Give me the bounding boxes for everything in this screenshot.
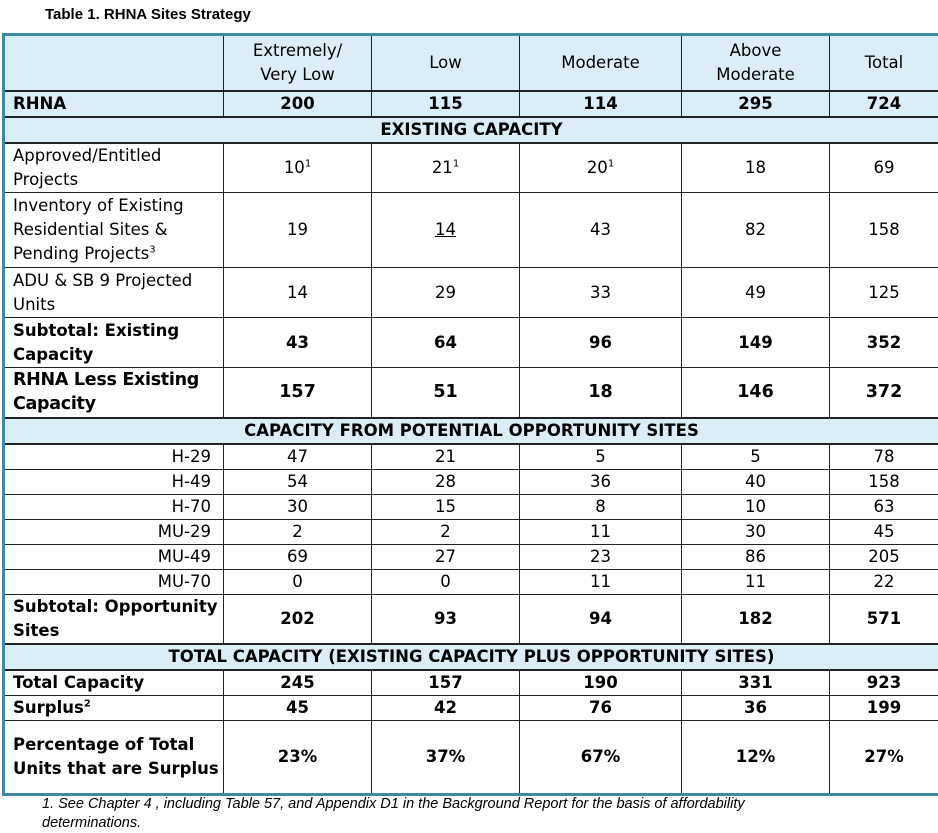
value-text: 125	[868, 283, 900, 302]
value-cell	[224, 143, 372, 193]
value-cell	[682, 469, 830, 494]
value-text: 5	[595, 447, 606, 466]
value-cell	[830, 469, 938, 494]
value-text: 158	[868, 220, 900, 239]
value-text: 23	[590, 547, 611, 566]
value-cell	[830, 544, 938, 569]
value-text: 67%	[581, 747, 621, 766]
value-text: 12%	[736, 747, 776, 766]
value-text: 54	[287, 472, 308, 491]
value-text: 27%	[864, 747, 904, 766]
value-cell	[224, 268, 372, 318]
total-capacity-row	[4, 670, 938, 696]
value-cell	[682, 91, 830, 117]
value-text: 182	[738, 609, 772, 628]
value-cell	[520, 193, 682, 268]
value-text: 11	[590, 522, 611, 541]
value-text: 15	[435, 497, 456, 516]
opportunity-row	[4, 469, 938, 494]
value-text: 205	[868, 547, 900, 566]
value-cell	[830, 670, 938, 696]
value-cell	[520, 268, 682, 318]
value-text: 114	[583, 94, 617, 113]
superscript-note: 2	[84, 699, 91, 710]
value-text: 96	[589, 333, 612, 352]
value-text: 23%	[278, 747, 318, 766]
rhna-sites-table	[2, 33, 938, 796]
value-cell	[372, 721, 520, 795]
value-cell	[830, 696, 938, 721]
row-label: RHNA Less Existing Capacity	[4, 368, 224, 418]
section-heading: CAPACITY FROM POTENTIAL OPPORTUNITY SITES	[4, 418, 938, 444]
value-cell	[224, 494, 372, 519]
value-cell	[830, 143, 938, 193]
value-text: 28	[435, 472, 456, 491]
subtotal-opportunity-row	[4, 594, 938, 644]
value-cell	[682, 494, 830, 519]
value-text: 158	[868, 472, 900, 491]
value-text: 146	[737, 382, 774, 402]
row-label: ADU & SB 9 Projected Units	[4, 268, 224, 318]
value-cell	[520, 91, 682, 117]
value-cell	[682, 696, 830, 721]
value-text: 43	[286, 333, 309, 352]
value-cell	[682, 569, 830, 594]
value-text: 47	[287, 447, 308, 466]
percentage-surplus-row	[4, 721, 938, 795]
value-text: 36	[744, 698, 767, 717]
value-cell	[682, 670, 830, 696]
row-label: H-29	[4, 444, 224, 470]
value-cell	[682, 544, 830, 569]
value-text: 571	[867, 609, 901, 628]
value-cell	[682, 444, 830, 470]
value-text: 64	[434, 333, 457, 352]
value-text: 724	[867, 94, 901, 113]
row-label: MU-29	[4, 519, 224, 544]
surplus-row	[4, 696, 938, 721]
value-text: 0	[292, 572, 303, 591]
value-cell	[520, 594, 682, 644]
row-label: Subtotal: Opportunity Sites	[4, 594, 224, 644]
value-text: 78	[874, 447, 895, 466]
value-cell	[224, 519, 372, 544]
rhna-row	[4, 91, 938, 117]
value-text: 69	[874, 158, 895, 177]
value-text: 11	[590, 572, 611, 591]
value-text: 76	[589, 698, 612, 717]
header-row	[4, 35, 938, 91]
opportunity-row	[4, 494, 938, 519]
value-text: 14	[435, 220, 456, 239]
value-text: 82	[745, 220, 766, 239]
value-text: 245	[280, 673, 314, 692]
column-header: Moderate	[520, 35, 682, 91]
value-text: 14	[287, 283, 308, 302]
column-header: Extremely/ Very Low	[224, 35, 372, 91]
value-cell	[520, 696, 682, 721]
value-cell	[830, 193, 938, 268]
value-cell	[520, 143, 682, 193]
value-cell	[830, 594, 938, 644]
row-label: Inventory of Existing Residential Sites & Pending Projects$^3$	[4, 193, 224, 268]
row-label: Subtotal: Existing Capacity	[4, 318, 224, 368]
row-label: H-49	[4, 469, 224, 494]
superscript-note: 1	[305, 158, 311, 169]
value-cell	[372, 318, 520, 368]
value-cell	[372, 670, 520, 696]
value-cell	[224, 696, 372, 721]
value-text: 5	[750, 447, 761, 466]
value-cell	[830, 721, 938, 795]
superscript-note: 1	[608, 158, 614, 169]
value-text: 295	[738, 94, 772, 113]
value-text: 18	[745, 158, 766, 177]
column-header: Low	[372, 35, 520, 91]
value-text: 11	[745, 572, 766, 591]
value-cell	[830, 494, 938, 519]
value-cell	[224, 91, 372, 117]
subtotal-existing-row	[4, 318, 938, 368]
value-text: 19	[287, 220, 308, 239]
value-text: 30	[745, 522, 766, 541]
value-cell	[830, 268, 938, 318]
value-text: 36	[590, 472, 611, 491]
value-cell	[830, 569, 938, 594]
value-cell	[372, 594, 520, 644]
value-cell	[224, 193, 372, 268]
value-text: 22	[874, 572, 895, 591]
value-cell	[372, 444, 520, 470]
value-cell	[520, 368, 682, 418]
value-cell	[224, 544, 372, 569]
opportunity-row	[4, 519, 938, 544]
rhna-less-existing-row	[4, 368, 938, 418]
value-text: 93	[434, 609, 457, 628]
value-text: 94	[589, 609, 612, 628]
row-label: Approved/Entitled Projects	[4, 143, 224, 193]
value-cell	[520, 670, 682, 696]
value-cell	[520, 494, 682, 519]
value-text: 352	[867, 333, 901, 352]
value-text: 190	[583, 673, 617, 692]
value-cell	[224, 318, 372, 368]
value-text: 27	[435, 547, 456, 566]
value-text: 2	[440, 522, 451, 541]
row-label: MU-70	[4, 569, 224, 594]
value-text: 30	[287, 497, 308, 516]
value-text: 42	[434, 698, 457, 717]
column-header: Above Moderate	[682, 35, 830, 91]
value-text: 40	[745, 472, 766, 491]
existing-row-adu	[4, 268, 938, 318]
value-text: 20	[587, 158, 608, 177]
footnote: 1. See Chapter 4 , including Table 57, and Appendix D1 in the Background Report for the basis of affordability determinations.	[42, 795, 802, 833]
section-total-capacity	[4, 644, 938, 670]
value-text: 115	[428, 94, 462, 113]
value-text: 0	[440, 572, 451, 591]
value-cell	[682, 268, 830, 318]
value-cell	[520, 721, 682, 795]
value-cell	[372, 143, 520, 193]
value-cell	[224, 569, 372, 594]
value-cell	[372, 544, 520, 569]
value-text: 86	[745, 547, 766, 566]
table-caption: Table 1. RHNA Sites Strategy	[45, 6, 251, 23]
value-cell	[224, 594, 372, 644]
value-text: 157	[279, 382, 316, 402]
value-text: 10	[745, 497, 766, 516]
section-opportunity-sites	[4, 418, 938, 444]
column-header: Total	[830, 35, 938, 91]
section-existing-capacity	[4, 117, 938, 143]
existing-row-inventory	[4, 193, 938, 268]
value-cell	[520, 318, 682, 368]
value-text: 69	[287, 547, 308, 566]
value-text: 51	[433, 382, 457, 402]
existing-row-approved	[4, 143, 938, 193]
value-text: 37%	[426, 747, 466, 766]
value-cell	[372, 519, 520, 544]
value-cell	[520, 519, 682, 544]
superscript-note: 1	[453, 158, 459, 169]
value-cell	[372, 494, 520, 519]
value-cell	[372, 469, 520, 494]
opportunity-row	[4, 569, 938, 594]
value-cell	[682, 143, 830, 193]
value-text: 21	[435, 447, 456, 466]
value-text: 157	[428, 673, 462, 692]
row-label: Total Capacity	[4, 670, 224, 696]
value-text: 33	[590, 283, 611, 302]
value-cell	[372, 91, 520, 117]
value-cell	[682, 721, 830, 795]
value-cell	[224, 670, 372, 696]
header-blank-cell	[4, 35, 224, 91]
row-label: RHNA	[4, 91, 224, 117]
value-cell	[682, 519, 830, 544]
superscript-note: 3	[149, 245, 155, 256]
value-text: 63	[874, 497, 895, 516]
value-cell	[372, 569, 520, 594]
value-cell	[224, 721, 372, 795]
value-text: 200	[280, 94, 314, 113]
value-cell	[520, 444, 682, 470]
value-cell	[830, 368, 938, 418]
row-label: H-70	[4, 494, 224, 519]
value-cell	[520, 469, 682, 494]
value-cell	[224, 444, 372, 470]
value-text: 49	[745, 283, 766, 302]
value-text: 18	[588, 382, 612, 402]
value-cell	[224, 469, 372, 494]
value-text: 45	[286, 698, 309, 717]
value-text: 149	[738, 333, 772, 352]
value-cell	[830, 519, 938, 544]
value-text: 21	[432, 158, 453, 177]
value-cell	[520, 544, 682, 569]
value-cell	[830, 91, 938, 117]
section-heading: EXISTING CAPACITY	[4, 117, 938, 143]
value-cell	[682, 318, 830, 368]
value-cell	[372, 193, 520, 268]
value-text: 8	[595, 497, 606, 516]
value-cell	[372, 268, 520, 318]
value-text: 199	[867, 698, 901, 717]
section-heading: TOTAL CAPACITY (EXISTING CAPACITY PLUS OPPORTUNITY SITES)	[4, 644, 938, 670]
value-cell	[682, 368, 830, 418]
row-label: Percentage of Total Units that are Surplus	[4, 721, 224, 795]
opportunity-row	[4, 544, 938, 569]
value-text: 29	[435, 283, 456, 302]
value-text: 2	[292, 522, 303, 541]
row-label: MU-49	[4, 544, 224, 569]
value-cell	[830, 318, 938, 368]
value-cell	[520, 569, 682, 594]
value-text: 331	[738, 673, 772, 692]
opportunity-row	[4, 444, 938, 470]
value-cell	[682, 193, 830, 268]
value-cell	[830, 444, 938, 470]
row-label: Surplus$^2$	[4, 696, 224, 721]
value-text: 10	[284, 158, 305, 177]
value-cell	[224, 368, 372, 418]
value-text: 923	[867, 673, 901, 692]
value-text: 202	[280, 609, 314, 628]
value-cell	[372, 696, 520, 721]
value-cell	[682, 594, 830, 644]
value-cell	[372, 368, 520, 418]
value-text: 45	[874, 522, 895, 541]
value-text: 372	[866, 382, 903, 402]
value-text: 43	[590, 220, 611, 239]
